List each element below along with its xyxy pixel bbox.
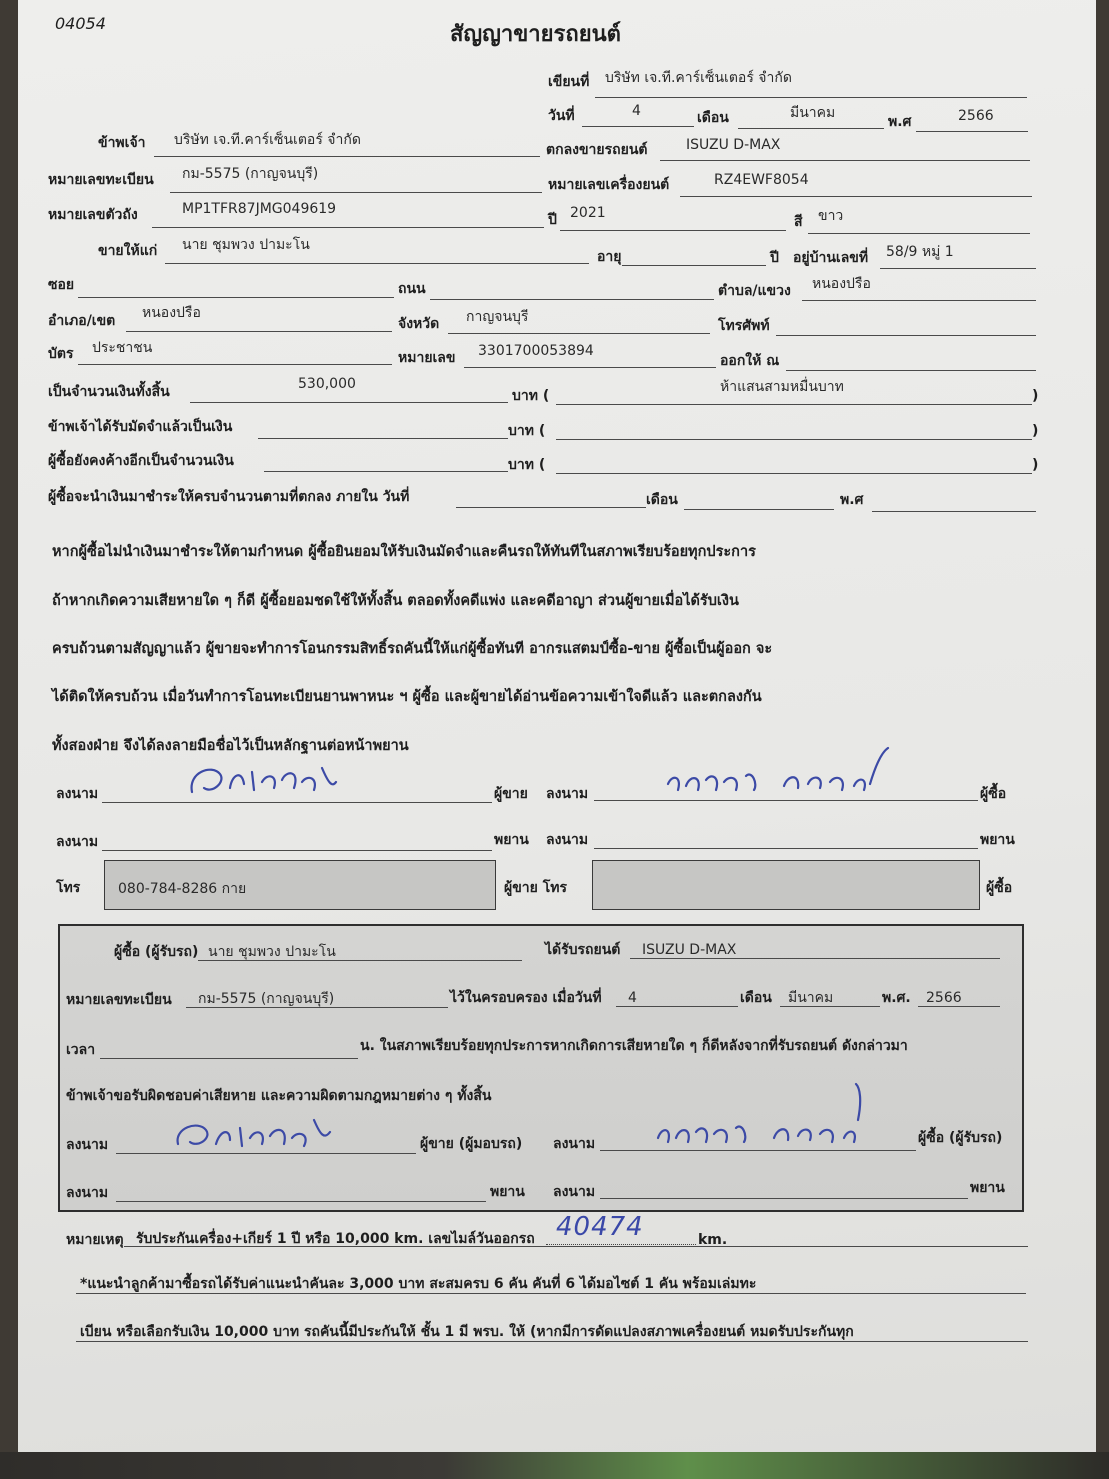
buyer-role-label: ผู้ซื้อ bbox=[980, 786, 1007, 802]
receipt-year: 2566 bbox=[926, 990, 962, 1006]
province-value: กาญจนบุรี bbox=[466, 309, 529, 325]
deposit-words-line bbox=[556, 439, 1032, 440]
date-year-line bbox=[916, 131, 1028, 132]
receipt-day-line bbox=[616, 1006, 738, 1007]
receipt-buyer-label-role: ผู้ซื้อ (ผู้รับรถ) bbox=[918, 1130, 1003, 1146]
color-line bbox=[808, 233, 1030, 234]
total-close: ) bbox=[1032, 388, 1039, 404]
witness-1-label: พยาน bbox=[494, 832, 529, 848]
id-label: หมายเลข bbox=[398, 350, 456, 366]
due-label: ผู้ซื้อจะนำเงินมาชำระให้ครบจำนวนตามที่ตกลง ภายใน วันที่ bbox=[48, 489, 410, 505]
deposit-close: ) bbox=[1032, 423, 1039, 439]
remain-baht: บาท ( bbox=[508, 457, 546, 473]
card-label: บัตร bbox=[48, 346, 74, 362]
note-line-1: *แนะนำลูกค้ามาซื้อรถได้รับค่าแนะนำคันละ 3,000 บาท สะสมครบ 6 คัน คันที่ 6 ได้มอไซต์ 1 คัน พร้อมเล่มทะ bbox=[80, 1276, 757, 1292]
vehicle-year: 2021 bbox=[570, 205, 606, 221]
receipt-witness-1-line bbox=[116, 1201, 486, 1202]
engine-line bbox=[680, 196, 1032, 197]
receipt-buyer-name: นาย ชุมพวง ปามะโน bbox=[208, 944, 336, 960]
receipt-month-label: เดือน bbox=[740, 990, 772, 1006]
receipt-condition-text: น. ในสภาพเรียบร้อยทุกประการหากเกิดการเสียหายใด ๆ ก็ดีหลังจากที่รับรถยนต์ ดังกล่าวมา bbox=[360, 1038, 908, 1054]
phone-line bbox=[776, 335, 1036, 336]
buyer-phone-box bbox=[592, 860, 980, 910]
due-year-line bbox=[872, 511, 1036, 512]
written-at-line bbox=[595, 97, 1027, 98]
address-line bbox=[880, 268, 1036, 269]
plate-value: กม-5575 (กาญจนบุรี) bbox=[182, 166, 319, 182]
car-model: ISUZU D-MAX bbox=[686, 137, 781, 153]
card-type: ประชาชน bbox=[92, 340, 153, 356]
receipt-possess-label: ไว้ในครอบครอง เมื่อวันที่ bbox=[450, 990, 602, 1006]
road-label: ถนน bbox=[398, 281, 426, 297]
receipt-plate: กม-5575 (กาญจนบุรี) bbox=[198, 991, 335, 1007]
age-line bbox=[622, 265, 766, 266]
total-line bbox=[190, 402, 508, 403]
receipt-month-line bbox=[780, 1006, 880, 1007]
seller-name: บริษัท เจ.ที.คาร์เซ็นเตอร์ จำกัด bbox=[174, 132, 361, 148]
receipt-box bbox=[58, 924, 1024, 1212]
year-label: พ.ศ bbox=[888, 114, 912, 130]
sign-label-witness-1: ลงนาม bbox=[56, 834, 99, 850]
deposit-baht: บาท ( bbox=[508, 423, 546, 439]
receipt-seller-signature bbox=[170, 1110, 340, 1156]
terms-line-4: ได้ติดให้ครบถ้วน เมื่อวันทำการโอนทะเบียนยานพาหนะ ฯ ผู้ซื้อ และผู้ขายได้อ่านข้อความเข้าใจดีแล้ว และตกลงกัน bbox=[52, 689, 762, 705]
total-value: 530,000 bbox=[298, 376, 356, 392]
witness-1-line bbox=[102, 850, 492, 851]
remain-close: ) bbox=[1032, 457, 1039, 473]
total-words-line bbox=[556, 404, 1032, 405]
seller-role-label: ผู้ขาย bbox=[494, 786, 528, 802]
receipt-sign-witness-1: ลงนาม bbox=[66, 1185, 109, 1201]
soi-line bbox=[78, 297, 394, 298]
receipt-car-model: ISUZU D-MAX bbox=[642, 942, 737, 958]
km-label: km. bbox=[698, 1232, 728, 1248]
mileage-line bbox=[546, 1244, 696, 1245]
receipt-sign-seller-label: ลงนาม bbox=[66, 1137, 109, 1153]
issued-line bbox=[786, 370, 1036, 371]
engine-label: หมายเลขเครื่องยนต์ bbox=[548, 177, 670, 193]
remain-words-line bbox=[556, 473, 1032, 474]
district-label: อำเภอ/เขต bbox=[48, 313, 116, 329]
receipt-year-line bbox=[918, 1006, 1000, 1007]
receipt-witness-2-line bbox=[600, 1198, 968, 1199]
road-line bbox=[430, 299, 714, 300]
buyer-signature bbox=[660, 744, 900, 804]
due-month-label: เดือน bbox=[646, 492, 678, 508]
issued-label: ออกให้ ณ bbox=[720, 353, 780, 369]
date-label: วันที่ bbox=[548, 108, 575, 124]
note-line-2: เบียน หรือเลือกรับเงิน 10,000 บาท รถคันนี้มีประกันให้ ชั้น 1 มี พรบ. ให้ (หากมีการดัดแปลงสภาพเครื่องยนต์ หมดรับประกันทุก bbox=[80, 1324, 854, 1340]
seller-name-line bbox=[154, 156, 540, 157]
total-label: เป็นจำนวนเงินทั้งสิ้น bbox=[48, 384, 170, 400]
engine-value: RZ4EWF8054 bbox=[714, 172, 809, 188]
due-year-label: พ.ศ bbox=[840, 492, 864, 508]
month-label: เดือน bbox=[697, 110, 729, 126]
seller-sign-line bbox=[102, 802, 492, 803]
id-value: 3301700053894 bbox=[478, 343, 594, 359]
note-underline-1 bbox=[76, 1293, 1026, 1294]
deposit-label: ข้าพเจ้าได้รับมัดจำแล้วเป็นเงิน bbox=[48, 419, 233, 435]
buyer-name-line bbox=[165, 263, 589, 264]
province-label: จังหวัด bbox=[398, 316, 440, 332]
date-month-line bbox=[738, 128, 884, 129]
card-line bbox=[78, 364, 392, 365]
total-baht: บาท ( bbox=[512, 388, 550, 404]
terms-line-5: ทั้งสองฝ่าย จึงได้ลงลายมือชื่อไว้เป็นหลักฐานต่อหน้าพยาน bbox=[52, 738, 409, 754]
receipt-year-label: พ.ศ. bbox=[882, 990, 911, 1006]
receipt-seller-label: ผู้ขาย (ผู้มอบรถ) bbox=[420, 1136, 523, 1152]
terms-line-1: หากผู้ซื้อไม่นำเงินมาชำระให้ตามกำหนด ผู้ซื้อยินยอมให้รับเงินมัดจำและคืนรถให้ทันทีในสภาพเรียบร้อยทุกประการ bbox=[52, 544, 756, 560]
written-at-value: บริษัท เจ.ที.คาร์เซ็นเตอร์ จำกัด bbox=[605, 70, 792, 86]
subdistrict-value: หนองปรือ bbox=[812, 276, 871, 292]
plate-line bbox=[170, 192, 542, 193]
color-label: สี bbox=[794, 214, 803, 230]
receipt-witness-2-label: พยาน bbox=[970, 1180, 1005, 1196]
due-day-line bbox=[456, 507, 646, 508]
soi-label: ซอย bbox=[48, 277, 75, 293]
remain-line bbox=[264, 471, 508, 472]
phone-label: โทรศัพท์ bbox=[718, 318, 770, 334]
buyer-phone-label: ผู้ซื้อ bbox=[986, 880, 1013, 896]
chassis-value: MP1TFR87JMG049619 bbox=[182, 201, 337, 217]
buyer-name: นาย ชุมพวง ปามะโน bbox=[182, 237, 310, 253]
document-number: 04054 bbox=[55, 14, 106, 33]
sell-to-label: ขายให้แก่ bbox=[98, 243, 158, 259]
remain-label: ผู้ซื้อยังคงค้างอีกเป็นจำนวนเงิน bbox=[48, 453, 234, 469]
district-line bbox=[126, 331, 392, 332]
date-day: 4 bbox=[632, 103, 641, 119]
remark-text: รับประกันเครื่อง+เกียร์ 1 ปี หรือ 10,000 km. เลขไมล์วันออกรถ bbox=[136, 1231, 535, 1247]
receipt-month: มีนาคม bbox=[788, 990, 834, 1006]
terms-line-2: ถ้าหากเกิดความเสียหายใด ๆ ก็ดี ผู้ซื้อยอมชดใช้ให้ทั้งสิ้น ตลอดทั้งคดีแพ่ง และคดีอาญา ส่วนผู้ขายเมื่อได้รับเงิน bbox=[52, 593, 739, 609]
subdistrict-label: ตำบล/แขวง bbox=[718, 283, 791, 299]
receipt-day: 4 bbox=[628, 990, 637, 1006]
seller-label: ข้าพเจ้า bbox=[98, 135, 146, 151]
written-at-label: เขียนที่ bbox=[548, 74, 590, 90]
receipt-sign-witness-2: ลงนาม bbox=[553, 1184, 596, 1200]
due-month-line bbox=[684, 509, 834, 510]
color-value: ขาว bbox=[818, 208, 844, 224]
district-value: หนองปรือ bbox=[142, 305, 201, 321]
receipt-time-label: เวลา bbox=[66, 1042, 96, 1058]
receipt-plate-line bbox=[186, 1007, 448, 1008]
witness-2-line bbox=[594, 848, 978, 849]
remark-label: หมายเหตุ bbox=[66, 1232, 124, 1248]
document-title: สัญญาขายรถยนต์ bbox=[450, 22, 621, 47]
chassis-label: หมายเลขตัวถัง bbox=[48, 207, 138, 223]
remark-line bbox=[124, 1246, 1028, 1247]
id-line bbox=[464, 367, 716, 368]
receipt-witness-1-label: พยาน bbox=[490, 1184, 525, 1200]
receipt-buyer-signature bbox=[650, 1080, 890, 1154]
receipt-buyer-line bbox=[198, 960, 522, 961]
address-label: อยู่บ้านเลขที่ bbox=[793, 250, 869, 266]
vehicle-year-label: ปี bbox=[548, 212, 557, 228]
background-surface bbox=[0, 1452, 1109, 1479]
deposit-line bbox=[258, 438, 508, 439]
agree-label: ตกลงขายรถยนต์ bbox=[546, 142, 648, 158]
province-line bbox=[448, 333, 710, 334]
receipt-car-line bbox=[630, 958, 1000, 959]
terms-line-3: ครบถ้วนตามสัญญาแล้ว ผู้ขายจะทำการโอนกรรมสิทธิ์รถคันนี้ให้แก่ผู้ซื้อทันที อากรแสตมป์ซื้อ-ขาย ผู้ซื้อเป็นผู้ออก จะ bbox=[52, 641, 773, 657]
car-model-line bbox=[660, 160, 1030, 161]
plate-label: หมายเลขทะเบียน bbox=[48, 172, 154, 188]
witness-2-label: พยาน bbox=[980, 832, 1015, 848]
sign-label-seller: ลงนาม bbox=[56, 786, 99, 802]
date-month: มีนาคม bbox=[790, 105, 836, 121]
seller-phone: 080-784-8286 กาย bbox=[118, 881, 247, 897]
age-label: อายุ bbox=[597, 249, 622, 265]
sign-label-witness-2: ลงนาม bbox=[546, 832, 589, 848]
receipt-buyer-label: ผู้ซื้อ (ผู้รับรถ) bbox=[114, 944, 199, 960]
receipt-received-label: ได้รับรถยนต์ bbox=[545, 942, 621, 958]
receipt-time-line bbox=[100, 1058, 358, 1059]
date-day-line bbox=[582, 126, 694, 127]
receipt-sign-buyer-label: ลงนาม bbox=[553, 1136, 596, 1152]
mileage-handwritten: 40474 bbox=[556, 1212, 644, 1242]
seller-phone-label: ผู้ขาย โทร bbox=[504, 880, 567, 896]
total-words: ห้าแสนสามหมื่นบาท bbox=[720, 379, 844, 395]
phone-label-seller: โทร bbox=[56, 880, 81, 896]
subdistrict-line bbox=[802, 300, 1036, 301]
note-underline-2 bbox=[76, 1341, 1028, 1342]
receipt-plate-label: หมายเลขทะเบียน bbox=[66, 992, 172, 1008]
receipt-liability-text: ข้าพเจ้าขอรับผิดชอบค่าเสียหาย และความผิดตามกฎหมายต่าง ๆ ทั้งสิ้น bbox=[66, 1088, 492, 1104]
chassis-line bbox=[152, 227, 544, 228]
vehicle-year-line bbox=[560, 230, 786, 231]
date-year: 2566 bbox=[958, 108, 994, 124]
sign-label-buyer: ลงนาม bbox=[546, 786, 589, 802]
age-unit: ปี bbox=[770, 250, 779, 266]
address-value: 58/9 หมู่ 1 bbox=[886, 244, 954, 260]
seller-signature bbox=[182, 752, 342, 802]
